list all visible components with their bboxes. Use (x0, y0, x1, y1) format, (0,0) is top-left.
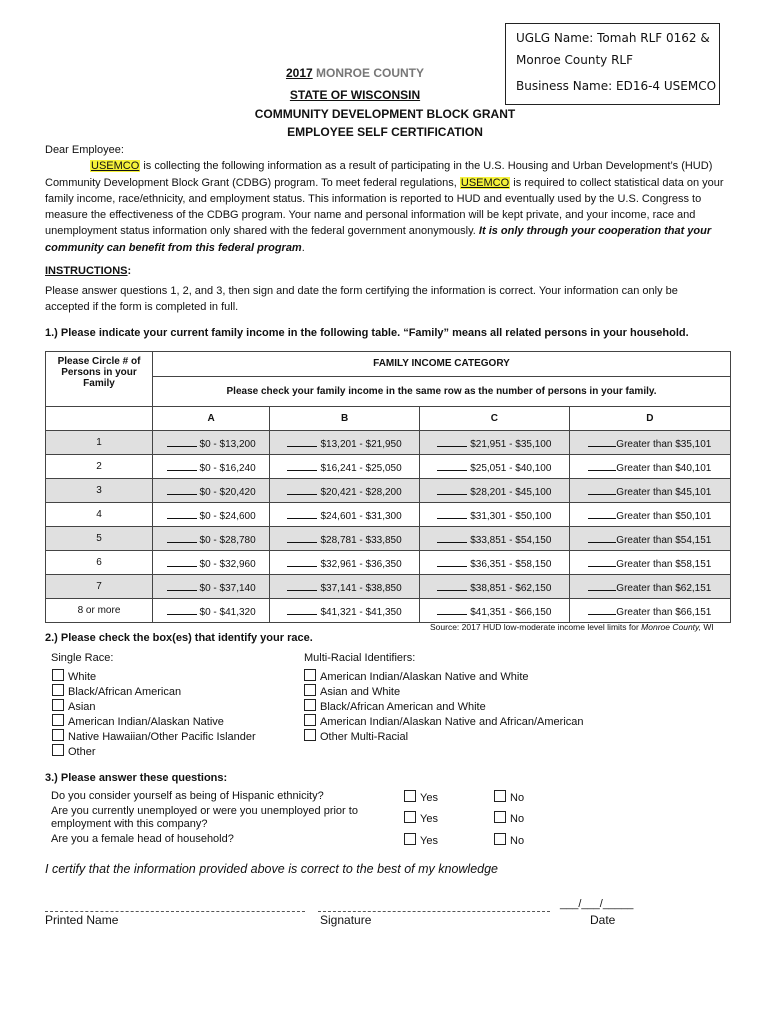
income-range: Greater than $58,151 (616, 558, 712, 570)
income-range: $16,241 - $25,050 (320, 462, 402, 474)
income-range: $41,351 - $66,150 (470, 606, 552, 618)
checkbox-blank[interactable] (287, 436, 317, 447)
income-cell-a (153, 599, 270, 623)
letter-body (45, 158, 725, 256)
income-range: $28,201 - $45,100 (470, 486, 552, 498)
business-name: Business Name: ED16-4 USEMCO (516, 79, 717, 93)
income-cell-d (569, 527, 730, 551)
income-cell-d (569, 455, 730, 479)
checkbox-blank[interactable] (437, 580, 467, 591)
income-range: Greater than $40,101 (616, 462, 712, 474)
income-range: $0 - $28,780 (199, 534, 256, 546)
checkbox-blank[interactable] (588, 460, 616, 471)
q3-question: Do you consider yourself as being of Hispanic ethnicity? (51, 790, 324, 802)
company-name-2: USEMCO (460, 176, 510, 189)
checkbox[interactable] (404, 833, 416, 845)
date-line[interactable]: ___/___/_____ (560, 898, 634, 910)
persons-count: 1 (46, 431, 153, 455)
signature-label: Signature (320, 913, 372, 927)
income-range: $0 - $24,600 (199, 510, 256, 522)
income-range: $0 - $16,240 (199, 462, 256, 474)
category-subheader: Please check your family income in the same row as the number of persons in your family. (153, 376, 731, 406)
income-cell-b (270, 479, 420, 503)
checkbox-blank[interactable] (287, 460, 317, 471)
checkbox-blank[interactable] (588, 484, 616, 495)
income-cell-a (153, 503, 270, 527)
checkbox[interactable] (52, 714, 64, 726)
persons-count: 4 (46, 503, 153, 527)
income-range: $37,141 - $38,850 (320, 582, 402, 594)
checkbox-blank[interactable] (437, 460, 467, 471)
income-range: Greater than $35,101 (616, 438, 712, 450)
checkbox-blank[interactable] (287, 556, 317, 567)
option-label: American Indian/Alaskan Native (68, 716, 224, 728)
checkbox-blank[interactable] (437, 556, 467, 567)
income-cell-d (569, 431, 730, 455)
income-cell-b (270, 575, 420, 599)
income-cell-c (419, 479, 569, 503)
checkbox[interactable] (52, 744, 64, 756)
uglg-line-2: Monroe County RLF (516, 53, 633, 67)
family-income-table (45, 351, 731, 623)
uglg-line-1: UGLG Name: Tomah RLF 0162 & (516, 31, 710, 45)
income-range: $36,351 - $58,150 (470, 558, 552, 570)
letter-text-1: is collecting the following information as a result of participating in the U.S. Housing and Urban Development’s (HUD) Community Development Block Grant (CDBG) program. To meet federal regulations, (45, 160, 713, 189)
checkbox[interactable] (304, 729, 316, 741)
income-cell-d (569, 575, 730, 599)
no-label: No (510, 792, 525, 804)
income-range: $25,051 - $40,100 (470, 462, 552, 474)
checkbox-blank[interactable] (437, 604, 467, 615)
salutation: Dear Employee: (45, 144, 124, 156)
header-state: STATE OF WISCONSIN (289, 88, 421, 102)
income-row (46, 527, 731, 551)
income-cell-a (153, 551, 270, 575)
header-program: COMMUNITY DEVELOPMENT BLOCK GRANT (254, 107, 516, 121)
q3-question: Are you currently unemployed or were you unemployed prior to employment with this company? (51, 805, 358, 830)
persons-count: 6 (46, 551, 153, 575)
single-race-option[interactable] (52, 744, 96, 758)
single-race-option[interactable] (52, 699, 96, 713)
checkbox-blank[interactable] (167, 508, 197, 519)
checkbox-blank[interactable] (167, 532, 197, 543)
checkbox-blank[interactable] (287, 532, 317, 543)
income-cell-b (270, 527, 420, 551)
checkbox[interactable] (304, 699, 316, 711)
income-range: $32,961 - $36,350 (320, 558, 402, 570)
certification-statement: I certify that the information provided above is correct to the best of my knowledge (45, 862, 499, 876)
income-range: $0 - $37,140 (199, 582, 256, 594)
col-c-header: C (419, 407, 569, 431)
option-label: American Indian/Alaskan Native and White (320, 671, 529, 683)
checkbox-blank[interactable] (167, 556, 197, 567)
option-label: Other Multi-Racial (320, 731, 409, 743)
persons-header: Please Circle # of Persons in your Family (46, 352, 153, 407)
checkbox-blank[interactable] (588, 508, 616, 519)
persons-count: 5 (46, 527, 153, 551)
header-county-name: MONROE COUNTY (312, 66, 425, 80)
printed-name-label: Printed Name (45, 913, 119, 927)
checkbox[interactable] (304, 684, 316, 696)
income-cell-c (419, 551, 569, 575)
col-a-header: A (153, 407, 270, 431)
income-cell-b (270, 599, 420, 623)
date-label: Date (590, 913, 616, 927)
multi-race-heading: Multi-Racial Identifiers: (304, 652, 416, 664)
checkbox[interactable] (52, 729, 64, 741)
letter-text-2: is required to collect statistical data on your family income, race/ethnicity, and employment status. This information is reported to HUD and eventually used by the U.S. Congress to measure the effectiveness of the CDBG program. Your name and personal information will be kept private, and your income, race and unemployment status information only shared with the federal government anonymously. (45, 176, 724, 238)
income-cell-a (153, 575, 270, 599)
income-cell-c (419, 431, 569, 455)
option-label: White (68, 671, 97, 683)
persons-count: 3 (46, 479, 153, 503)
income-cell-c (419, 527, 569, 551)
income-cell-c (419, 503, 569, 527)
multi-race-option[interactable] (304, 714, 584, 728)
col-d-header: D (569, 407, 730, 431)
single-race-option[interactable] (52, 729, 256, 743)
income-cell-c (419, 599, 569, 623)
no-option[interactable] (494, 790, 524, 804)
income-range: $38,851 - $62,150 (470, 582, 552, 594)
income-cell-d (569, 479, 730, 503)
yes-option[interactable] (404, 811, 438, 825)
checkbox-blank[interactable] (588, 532, 616, 543)
multi-race-option[interactable] (304, 669, 529, 683)
income-row (46, 479, 731, 503)
checkbox[interactable] (404, 811, 416, 823)
option-label: Asian and White (320, 686, 401, 698)
income-cell-b (270, 551, 420, 575)
persons-count: 8 or more (46, 599, 153, 623)
income-cell-a (153, 455, 270, 479)
category-header: FAMILY INCOME CATEGORY (153, 352, 731, 377)
income-cell-d (569, 503, 730, 527)
income-cell-b (270, 503, 420, 527)
checkbox-blank[interactable] (287, 580, 317, 591)
checkbox[interactable] (52, 699, 64, 711)
multi-race-option[interactable] (304, 729, 408, 743)
income-cell-b (270, 431, 420, 455)
multi-race-option[interactable] (304, 684, 400, 698)
yes-label: Yes (420, 792, 438, 804)
form-title: EMPLOYEE SELF CERTIFICATION (287, 125, 483, 139)
checkbox[interactable] (494, 790, 506, 802)
col-b-header: B (270, 407, 420, 431)
checkbox-blank[interactable] (287, 484, 317, 495)
income-range: $41,321 - $41,350 (320, 606, 402, 618)
checkbox-blank[interactable] (588, 436, 616, 447)
option-label: American Indian/Alaskan Native and African/American (320, 716, 584, 728)
checkbox[interactable] (404, 790, 416, 802)
income-range: $0 - $20,420 (199, 486, 256, 498)
yes-option[interactable] (404, 790, 438, 804)
header-year: 2017 (285, 66, 313, 80)
checkbox-blank[interactable] (167, 484, 197, 495)
checkbox-blank[interactable] (287, 604, 317, 615)
income-cell-d (569, 599, 730, 623)
checkbox[interactable] (52, 684, 64, 696)
yes-label: Yes (420, 813, 438, 825)
source-end: WI (701, 622, 714, 632)
yes-option[interactable] (404, 833, 438, 847)
single-race-option[interactable] (52, 714, 224, 728)
letter-bold-closing: It is only through your cooperation that your community can benefit from this federal program (45, 225, 712, 254)
checkbox-blank[interactable] (437, 532, 467, 543)
option-label: Black/African American (68, 686, 182, 698)
question-3-label: 3.) Please answer these questions: (45, 772, 228, 784)
income-cell-d (569, 551, 730, 575)
income-range: Greater than $62,151 (616, 582, 712, 594)
checkbox-blank[interactable] (437, 436, 467, 447)
signature-line[interactable] (318, 910, 550, 912)
option-label: Other (68, 746, 96, 758)
income-range: $33,851 - $54,150 (470, 534, 552, 546)
income-row (46, 431, 731, 455)
question-1-label: 1.) Please indicate your current family income in the following table. “Family” means all related persons in your household. (45, 327, 689, 339)
persons-count: 2 (46, 455, 153, 479)
option-label: Black/African American and White (320, 701, 486, 713)
printed-name-line[interactable] (45, 910, 305, 912)
no-label: No (510, 835, 525, 847)
single-race-option[interactable] (52, 684, 181, 698)
instructions-heading-text: INSTRUCTIONS (45, 265, 128, 277)
checkbox-blank[interactable] (437, 484, 467, 495)
income-row (46, 599, 731, 623)
checkbox[interactable] (494, 811, 506, 823)
yes-label: Yes (420, 835, 438, 847)
header-county (0, 66, 740, 80)
income-range: $13,201 - $21,950 (320, 438, 402, 450)
income-range: Greater than $66,151 (616, 606, 712, 618)
checkbox[interactable] (494, 833, 506, 845)
income-range: Greater than $45,101 (616, 486, 712, 498)
income-row (46, 551, 731, 575)
income-cell-a (153, 527, 270, 551)
option-label: Native Hawaiian/Other Pacific Islander (68, 731, 256, 743)
no-option[interactable] (494, 811, 524, 825)
checkbox-blank[interactable] (287, 508, 317, 519)
income-cell-c (419, 575, 569, 599)
question-2-label: 2.) Please check the box(es) that identify your race. (45, 632, 313, 644)
instructions-colon: : (127, 265, 132, 277)
letter-end: . (301, 241, 305, 254)
no-option[interactable] (494, 833, 524, 847)
instructions-heading (45, 263, 725, 279)
income-range: $0 - $32,960 (199, 558, 256, 570)
checkbox-blank[interactable] (167, 580, 197, 591)
checkbox-blank[interactable] (437, 508, 467, 519)
checkbox-blank[interactable] (588, 556, 616, 567)
income-range: Greater than $50,101 (616, 510, 712, 522)
checkbox[interactable] (52, 669, 64, 681)
single-race-option[interactable] (52, 669, 96, 683)
income-cell-a (153, 431, 270, 455)
multi-race-option[interactable] (304, 699, 486, 713)
checkbox-blank[interactable] (588, 580, 616, 591)
single-race-heading: Single Race: (51, 652, 114, 664)
instructions-text: Please answer questions 1, 2, and 3, then sign and date the form certifying the information is correct. Your information can only be accepted if the form is completed in full. (45, 285, 678, 314)
checkbox-blank[interactable] (167, 436, 197, 447)
income-row (46, 455, 731, 479)
income-range: $28,781 - $33,850 (320, 534, 402, 546)
income-range: $0 - $13,200 (199, 438, 256, 450)
checkbox[interactable] (304, 714, 316, 726)
income-row (46, 575, 731, 599)
checkbox-blank[interactable] (167, 460, 197, 471)
income-range: $0 - $41,320 (199, 606, 256, 618)
income-cell-c (419, 455, 569, 479)
source-text: Source: 2017 HUD low-moderate income level limits for (430, 622, 642, 632)
income-range: Greater than $54,151 (616, 534, 712, 546)
income-range: $31,301 - $50,100 (470, 510, 552, 522)
letter (45, 142, 725, 256)
source-place: Monroe County, (641, 622, 702, 632)
company-name: USEMCO (91, 160, 140, 173)
income-range: $24,601 - $31,300 (320, 510, 402, 522)
q3-question: Are you a female head of household? (51, 833, 234, 845)
checkbox-blank[interactable] (167, 604, 197, 615)
income-cell-a (153, 479, 270, 503)
no-label: No (510, 813, 525, 825)
blank-header (46, 407, 153, 431)
income-source (430, 622, 714, 632)
checkbox[interactable] (304, 669, 316, 681)
persons-count: 7 (46, 575, 153, 599)
income-range: $20,421 - $28,200 (320, 486, 402, 498)
checkbox-blank[interactable] (588, 604, 616, 615)
income-row (46, 503, 731, 527)
income-range: $21,951 - $35,100 (470, 438, 552, 450)
income-cell-b (270, 455, 420, 479)
option-label: Asian (68, 701, 96, 713)
